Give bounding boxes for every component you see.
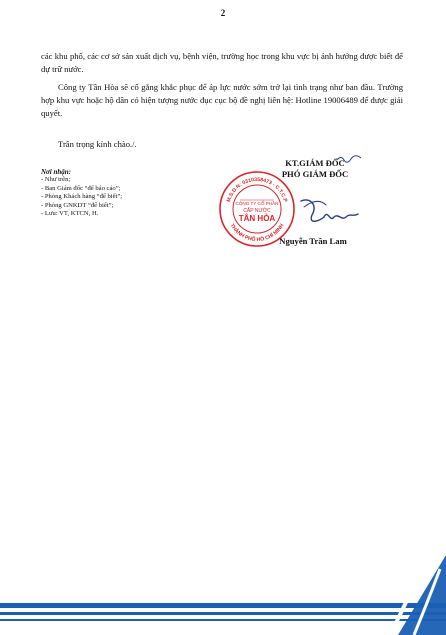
signature-title-line2: PHÓ GIÁM ĐỐC: [281, 169, 349, 179]
recipient-item: - Ban Giám đốc “để báo cáo”;: [41, 184, 121, 192]
paragraph-2: Công ty Tân Hòa sẽ cố gắng khắc phục để áp lực nước sớm trở lại tình trạng như ban đầu. Trường hợp khu vực hoặc hộ dân có hiện tượng nước đục cục bộ đề nghị liên hệ: Hotline 19006489 để được giải quyết.: [41, 82, 403, 118]
signature-title-line1: KT.GIÁM ĐỐC: [285, 158, 345, 168]
stamp-ring-top: M.S.D.N: 0310358473 - C.T.C.P: [225, 176, 289, 203]
recipients-block: [41, 168, 122, 218]
stamp-center-line2: CẤP NƯỚC: [243, 208, 271, 214]
recipient-item: - Phòng GNKDT “để biết”;: [41, 201, 114, 209]
footer-decoration: [0, 555, 446, 635]
recipient-item: - Phòng Khách hàng “để biết”;: [41, 193, 123, 201]
stamp-center-line1: CÔNG TY CỔ PHẦN: [235, 201, 279, 206]
initials-mark: [336, 153, 362, 163]
closing-line: Trân trọng kính chào./.: [58, 139, 137, 149]
stamp-center-line3: TÂN HÒA: [238, 214, 276, 223]
recipients-title: Nơi nhận:: [41, 168, 72, 176]
recipient-item: - Như trên;: [41, 176, 71, 184]
stamp-ring-bottom: THÀNH PHỐ HỒ CHÍ MINH: [228, 222, 286, 244]
paragraph-1: các khu phố, các cơ sở sản xuất dịch vụ, bệnh viện, trường học trong khu vực bị ảnh hưởng được biết để dự trữ nước.: [41, 51, 403, 74]
handwritten-signature: [298, 195, 360, 231]
page-number: 2: [220, 8, 226, 18]
signer-name: Nguyễn Trần Lam: [279, 236, 347, 246]
recipient-item: - Lưu: VT, KTCN, H.: [41, 210, 99, 218]
